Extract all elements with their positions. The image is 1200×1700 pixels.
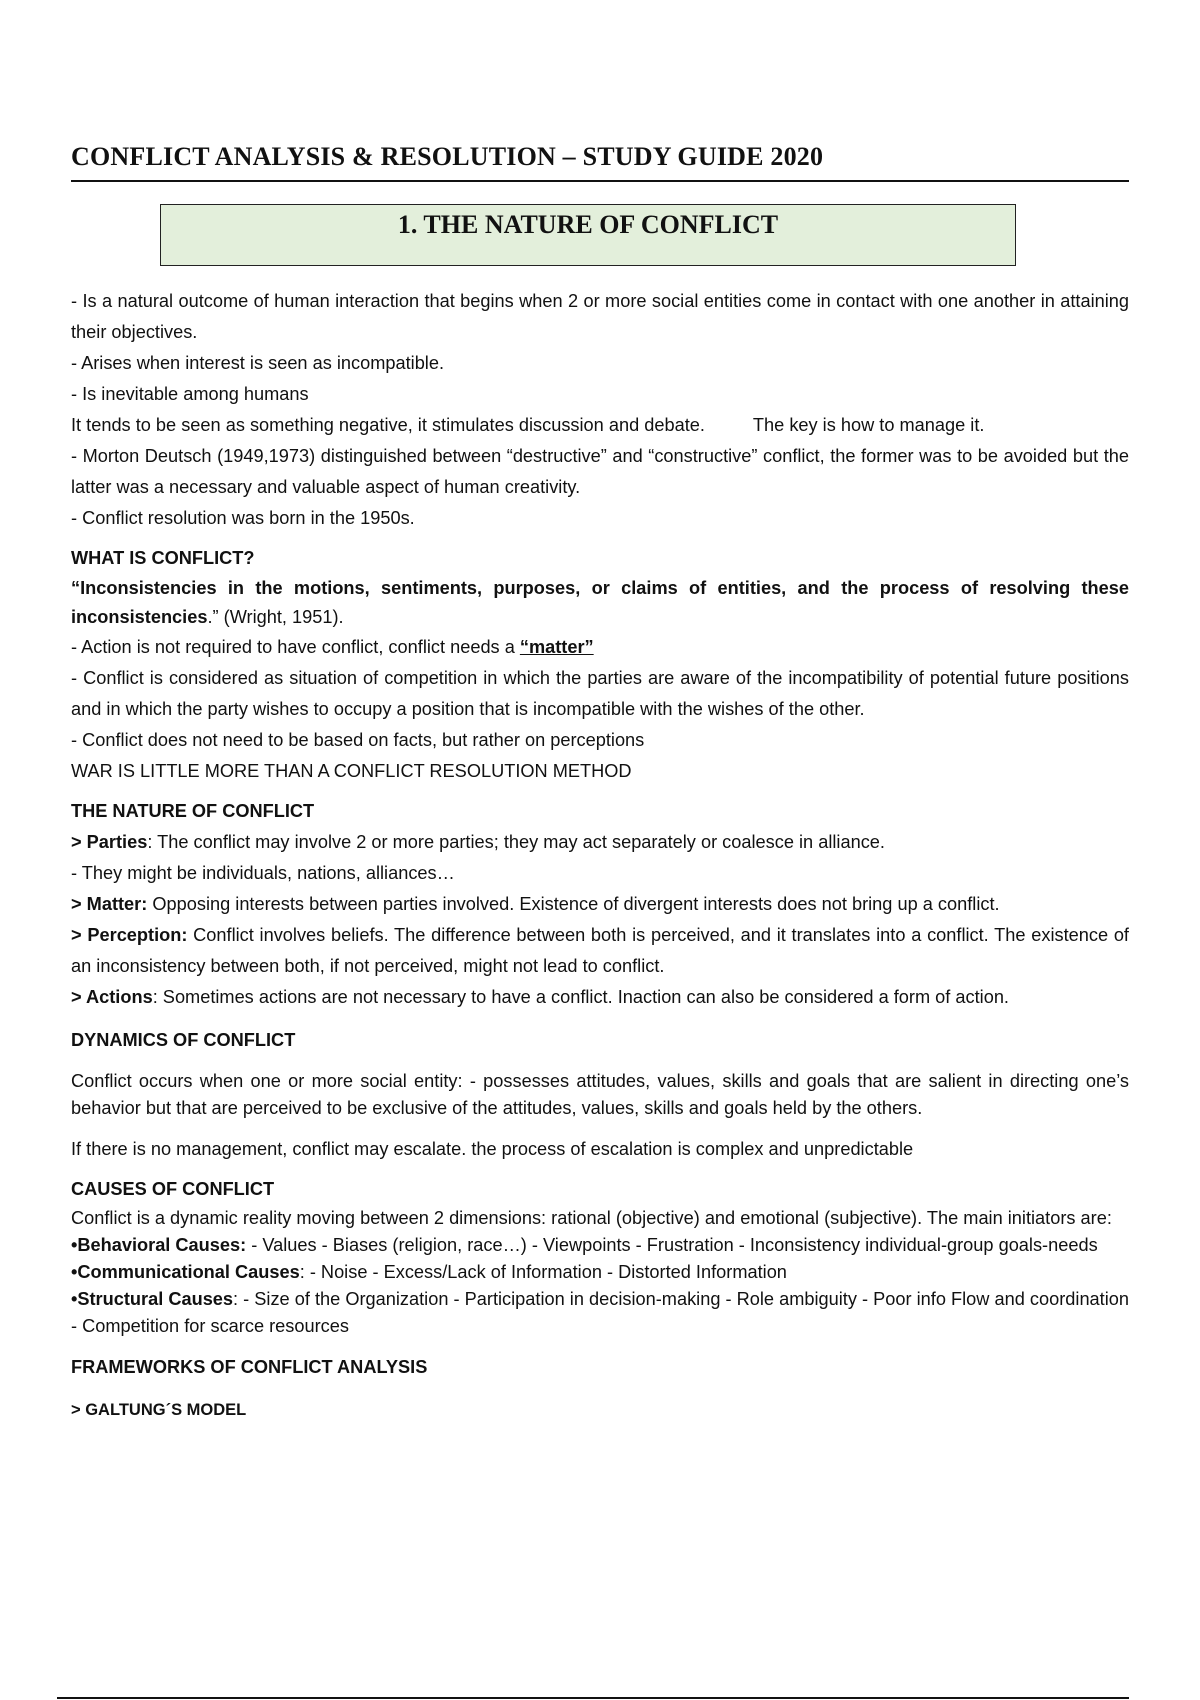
causes-structural-text: : - Size of the Organization - Participation in decision-making - Role ambiguity - Poor info Flow and coordination - Competition for scarce resources <box>71 1289 1129 1336</box>
dynamics-paragraph-1: Conflict occurs when one or more social entity: - possesses attitudes, values, skills and goals that are salient in directing one’s behavior but that are perceived to be exclusive of the attitudes, values, skills and goals held by the others. <box>71 1071 1129 1118</box>
section-heading-dynamics: DYNAMICS OF CONFLICT <box>71 1030 296 1050</box>
intro-negative-text: It tends to be seen as something negative, it stimulates discussion and debate. <box>71 415 705 435</box>
causes-communicational <box>71 1259 1129 1286</box>
section-heading-causes: CAUSES OF CONFLICT <box>71 1179 275 1199</box>
nature-parties-label: > Parties <box>71 832 148 852</box>
dynamics-paragraph-2: If there is no management, conflict may escalate. the process of escalation is complex and unpredictable <box>71 1139 914 1159</box>
causes-behavioral-label: •Behavioral Causes: <box>71 1235 247 1255</box>
intro-key-text: The key is how to manage it. <box>752 415 985 435</box>
section-heading-frameworks: FRAMEWORKS OF CONFLICT ANALYSIS <box>71 1357 428 1377</box>
what-is-paragraph-4: WAR IS LITTLE MORE THAN A CONFLICT RESOLUTION METHOD <box>71 761 632 781</box>
causes-communicational-text: : - Noise - Excess/Lack of Information - Distorted Information <box>299 1262 787 1282</box>
title-underline <box>71 180 1129 182</box>
nature-perception-text: Conflict involves beliefs. The difference between both is perceived, and it translates into a conflict. The existence of an inconsistency between both, if not perceived, might not lead to conflict. <box>71 925 1129 976</box>
section-heading-nature-of-conflict: THE NATURE OF CONFLICT <box>71 801 315 821</box>
nature-matter-text: Opposing interests between parties involved. Existence of divergent interests does not bring up a conflict. <box>147 894 1000 914</box>
causes-intro: Conflict is a dynamic reality moving between 2 dimensions: rational (objective) and emotional (subjective). The main initiators are: <box>71 1208 1112 1228</box>
nature-matter <box>71 889 1129 920</box>
intro-paragraph-5: - Morton Deutsch (1949,1973) distinguished between “destructive” and “constructive” conflict, the former was to be avoided but the latter was a necessary and valuable aspect of human creativity. <box>71 446 1129 497</box>
causes-communicational-label: •Communicational Causes <box>71 1262 300 1282</box>
nature-actions-label: > Actions <box>71 987 153 1007</box>
nature-actions <box>71 982 1129 1013</box>
chapter-heading-box: 1. THE NATURE OF CONFLICT <box>160 204 1016 266</box>
causes-structural <box>71 1286 1129 1340</box>
intro-paragraph-2: - Arises when interest is seen as incompatible. <box>71 353 445 373</box>
intro-paragraph-1: - Is a natural outcome of human interaction that begins when 2 or more social entities come in contact with one another in attaining their objectives. <box>71 291 1129 342</box>
nature-parties <box>71 827 1129 858</box>
nature-perception <box>71 920 1129 982</box>
intro-paragraph-3: - Is inevitable among humans <box>71 384 309 404</box>
document-title: CONFLICT ANALYSIS & RESOLUTION – STUDY GUIDE 2020 <box>71 142 824 171</box>
page-bottom-rule <box>57 1697 1129 1699</box>
what-is-paragraph-3: - Conflict does not need to be based on facts, but rather on perceptions <box>71 730 645 750</box>
nature-actions-text: : Sometimes actions are not necessary to have a conflict. Inaction can also be considered a form of action. <box>152 987 1009 1007</box>
nature-parties-text: : The conflict may involve 2 or more parties; they may act separately or coalesce in alliance. <box>147 832 885 852</box>
causes-behavioral <box>71 1232 1129 1259</box>
what-is-paragraph-1-text: - Action is not required to have conflict, conflict needs a <box>71 637 520 657</box>
wright-quote <box>71 574 1129 632</box>
section-heading-what-is-conflict: WHAT IS CONFLICT? <box>71 548 255 568</box>
nature-parties-sub: - They might be individuals, nations, alliances… <box>71 863 455 883</box>
wright-quote-bold: “Inconsistencies in the motions, sentiments, purposes, or claims of entities, and the process of resolving these inconsistencies <box>71 578 1129 627</box>
what-is-paragraph-1 <box>71 632 1129 663</box>
intro-paragraph-6: - Conflict resolution was born in the 1950s. <box>71 508 415 528</box>
nature-matter-label: > Matter: <box>71 894 148 914</box>
causes-structural-label: •Structural Causes <box>71 1289 234 1309</box>
intro-paragraph-4 <box>71 410 1129 441</box>
what-is-paragraph-2: - Conflict is considered as situation of competition in which the parties are aware of the incompatibility of potential future positions and in which the party wishes to occupy a position that is incompatible with the wishes of the other. <box>71 668 1129 719</box>
nature-perception-label: > Perception: <box>71 925 188 945</box>
galtung-model-heading: > GALTUNG´S MODEL <box>71 1401 247 1419</box>
causes-behavioral-text: - Values - Biases (religion, race…) - Viewpoints - Frustration - Inconsistency individual-group goals-needs <box>246 1235 1098 1255</box>
wright-quote-citation: .” (Wright, 1951). <box>207 607 344 627</box>
matter-term: “matter” <box>519 637 594 657</box>
document-body <box>71 286 1129 1426</box>
